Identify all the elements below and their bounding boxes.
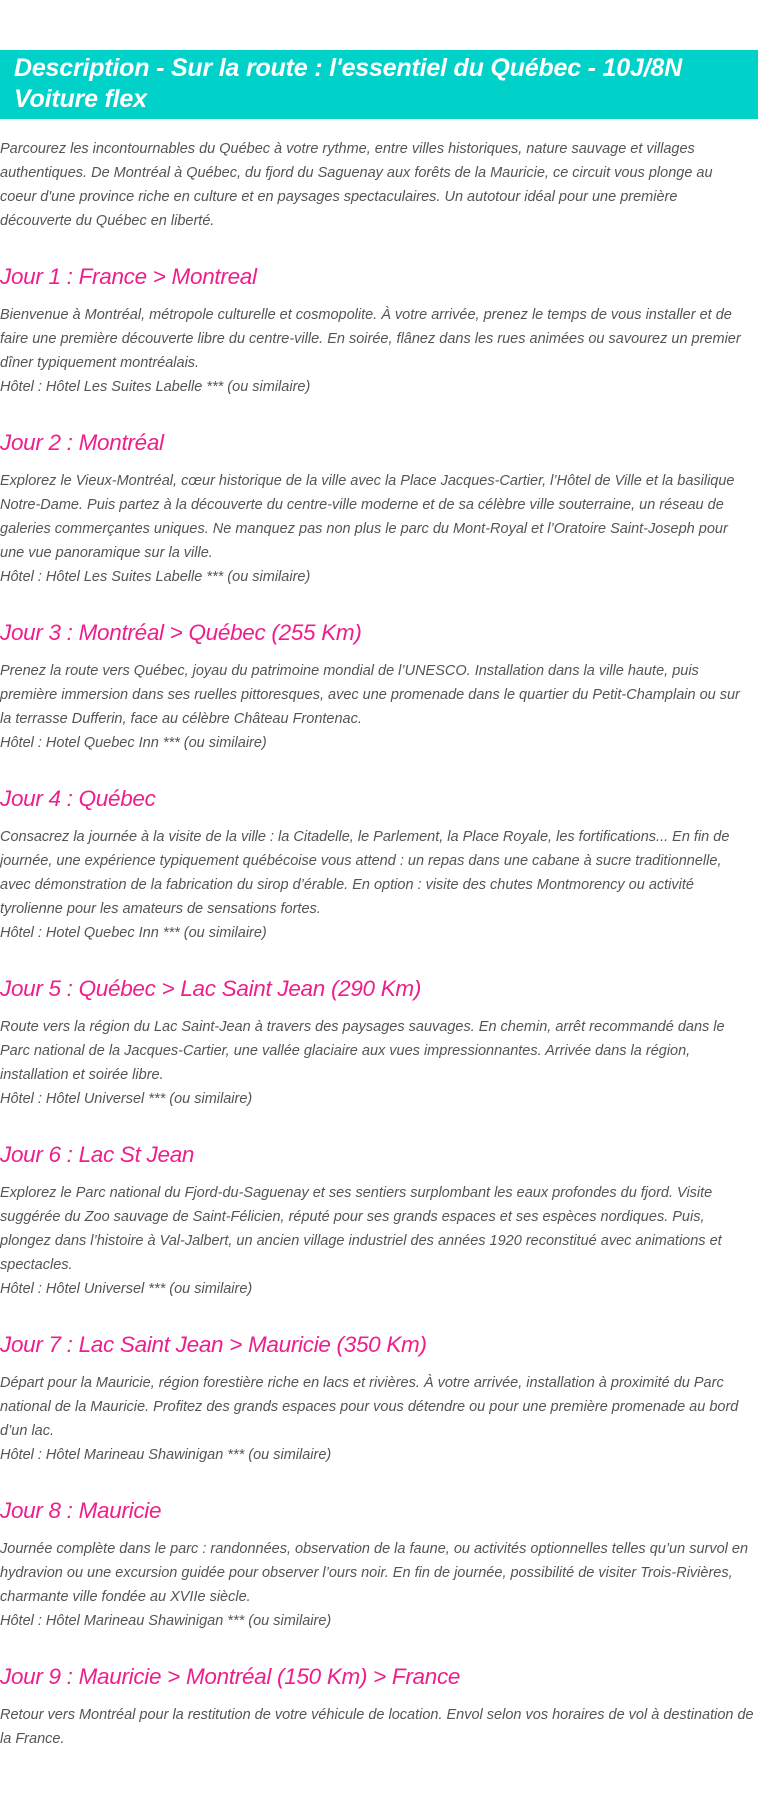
day-description: Départ pour la Mauricie, région forestière riche en lacs et rivières. À votre arrivée, installation à proximité du Parc national de la Mauricie. Profitez des grands espaces pour vous détendre ou pour une première promenade au bord d’un lac. xyxy=(0,1375,739,1439)
day-hotel: Hôtel : Hôtel Les Suites Labelle *** (ou similaire) xyxy=(0,379,311,395)
day-section-7 xyxy=(0,1331,758,1467)
day-hotel: Hôtel : Hôtel Marineau Shawinigan *** (ou similaire) xyxy=(0,1447,332,1463)
day-hotel: Hôtel : Hotel Quebec Inn *** (ou similaire) xyxy=(0,735,267,751)
day-title: Jour 8 : Mauricie xyxy=(0,1498,162,1523)
day-hotel: Hôtel : Hôtel Universel *** (ou similaire) xyxy=(0,1091,253,1107)
day-section-3 xyxy=(0,619,758,755)
day-title: Jour 6 : Lac St Jean xyxy=(0,1142,195,1167)
day-title: Jour 1 : France > Montreal xyxy=(0,264,257,289)
intro-paragraph: Parcourez les incontournables du Québec à votre rythme, entre villes historiques, nature sauvage et villages authentiques. De Montréal à Québec, du fjord du Saguenay aux forêts de la Mauricie, ce circuit vous plonge au coeur d'une province riche en culture et en paysages spectaculaires. Un autotour idéal pour une première découverte du Québec en liberté. xyxy=(0,141,713,229)
day-hotel: Hôtel : Hotel Quebec Inn *** (ou similaire) xyxy=(0,925,267,941)
day-title: Jour 3 : Montréal > Québec (255 Km) xyxy=(0,620,362,645)
day-section-5 xyxy=(0,975,758,1111)
day-description: Route vers la région du Lac Saint-Jean à travers des paysages sauvages. En chemin, arrêt recommandé dans le Parc national de la Jacques-Cartier, une vallée glaciaire aux vues impressionnantes. Arrivée dans la région, installation et soirée libre. xyxy=(0,1019,725,1083)
day-description: Bienvenue à Montréal, métropole culturelle et cosmopolite. À votre arrivée, prenez le temps de vous installer et de faire une première découverte libre du centre-ville. En soirée, flânez dans les rues animées ou savourez un premier dîner typiquement montréalais. xyxy=(0,307,741,371)
day-section-6 xyxy=(0,1141,758,1301)
day-section-1 xyxy=(0,263,758,399)
page-title: Description - Sur la route : l'essentiel du Québec - 10J/8N Voiture flex xyxy=(14,54,682,113)
day-title: Jour 7 : Lac Saint Jean > Mauricie (350 Km) xyxy=(0,1332,427,1357)
day-description: Explorez le Parc national du Fjord-du-Saguenay et ses sentiers surplombant les eaux profondes du fjord. Visite suggérée du Zoo sauvage de Saint-Félicien, réputé pour ses grands espaces et ses espèces nordiques. Puis, plongez dans l’histoire à Val-Jalbert, un ancien village industriel des années 1920 reconstitué avec animations et spectacles. xyxy=(0,1185,722,1273)
day-section-2 xyxy=(0,429,758,589)
day-title: Jour 4 : Québec xyxy=(0,786,156,811)
day-description: Explorez le Vieux-Montréal, cœur historique de la ville avec la Place Jacques-Cartier, l’Hôtel de Ville et la basilique Notre-Dame. Puis partez à la découverte du centre-ville moderne et de sa célèbre ville souterraine, un réseau de galeries commerçantes uniques. Ne manquez pas non plus le parc du Mont-Royal et l’Oratoire Saint-Joseph pour une vue panoramique sur la ville. xyxy=(0,473,735,561)
day-section-4 xyxy=(0,785,758,945)
day-hotel: Hôtel : Hôtel Les Suites Labelle *** (ou similaire) xyxy=(0,569,311,585)
day-description: Prenez la route vers Québec, joyau du patrimoine mondial de l’UNESCO. Installation dans la ville haute, puis première immersion dans ses ruelles pittoresques, avec une promenade dans le quartier du Petit-Champlain ou sur la terrasse Dufferin, face au célèbre Château Frontenac. xyxy=(0,663,740,727)
day-description: Journée complète dans le parc : randonnées, observation de la faune, ou activités optionnelles telles qu’un survol en hydravion ou une excursion guidée pour observer l’ours noir. En fin de journée, possibilité de visiter Trois-Rivières, charmante ville fondée au XVIIe siècle. xyxy=(0,1541,749,1605)
day-title: Jour 5 : Québec > Lac Saint Jean (290 Km) xyxy=(0,976,422,1001)
day-section-8 xyxy=(0,1497,758,1633)
day-hotel: Hôtel : Hôtel Universel *** (ou similaire) xyxy=(0,1281,253,1297)
day-description: Retour vers Montréal pour la restitution de votre véhicule de location. Envol selon vos horaires de vol à destination de la France. xyxy=(0,1707,754,1747)
description-header xyxy=(0,50,758,119)
day-description: Consacrez la journée à la visite de la ville : la Citadelle, le Parlement, la Place Royale, les fortifications... En fin de journée, une expérience typiquement québécoise vous attend : un repas dans une cabane à sucre traditionnelle, avec démonstration de la fabrication du sirop d’érable. En option : visite des chutes Montmorency ou activité tyrolienne pour les amateurs de sensations fortes. xyxy=(0,829,730,917)
day-hotel: Hôtel : Hôtel Marineau Shawinigan *** (ou similaire) xyxy=(0,1613,332,1629)
itinerary-page xyxy=(0,50,758,1751)
itinerary-days xyxy=(0,263,758,1751)
day-title: Jour 2 : Montréal xyxy=(0,430,164,455)
day-title: Jour 9 : Mauricie > Montréal (150 Km) > France xyxy=(0,1664,461,1689)
day-section-9 xyxy=(0,1663,758,1751)
